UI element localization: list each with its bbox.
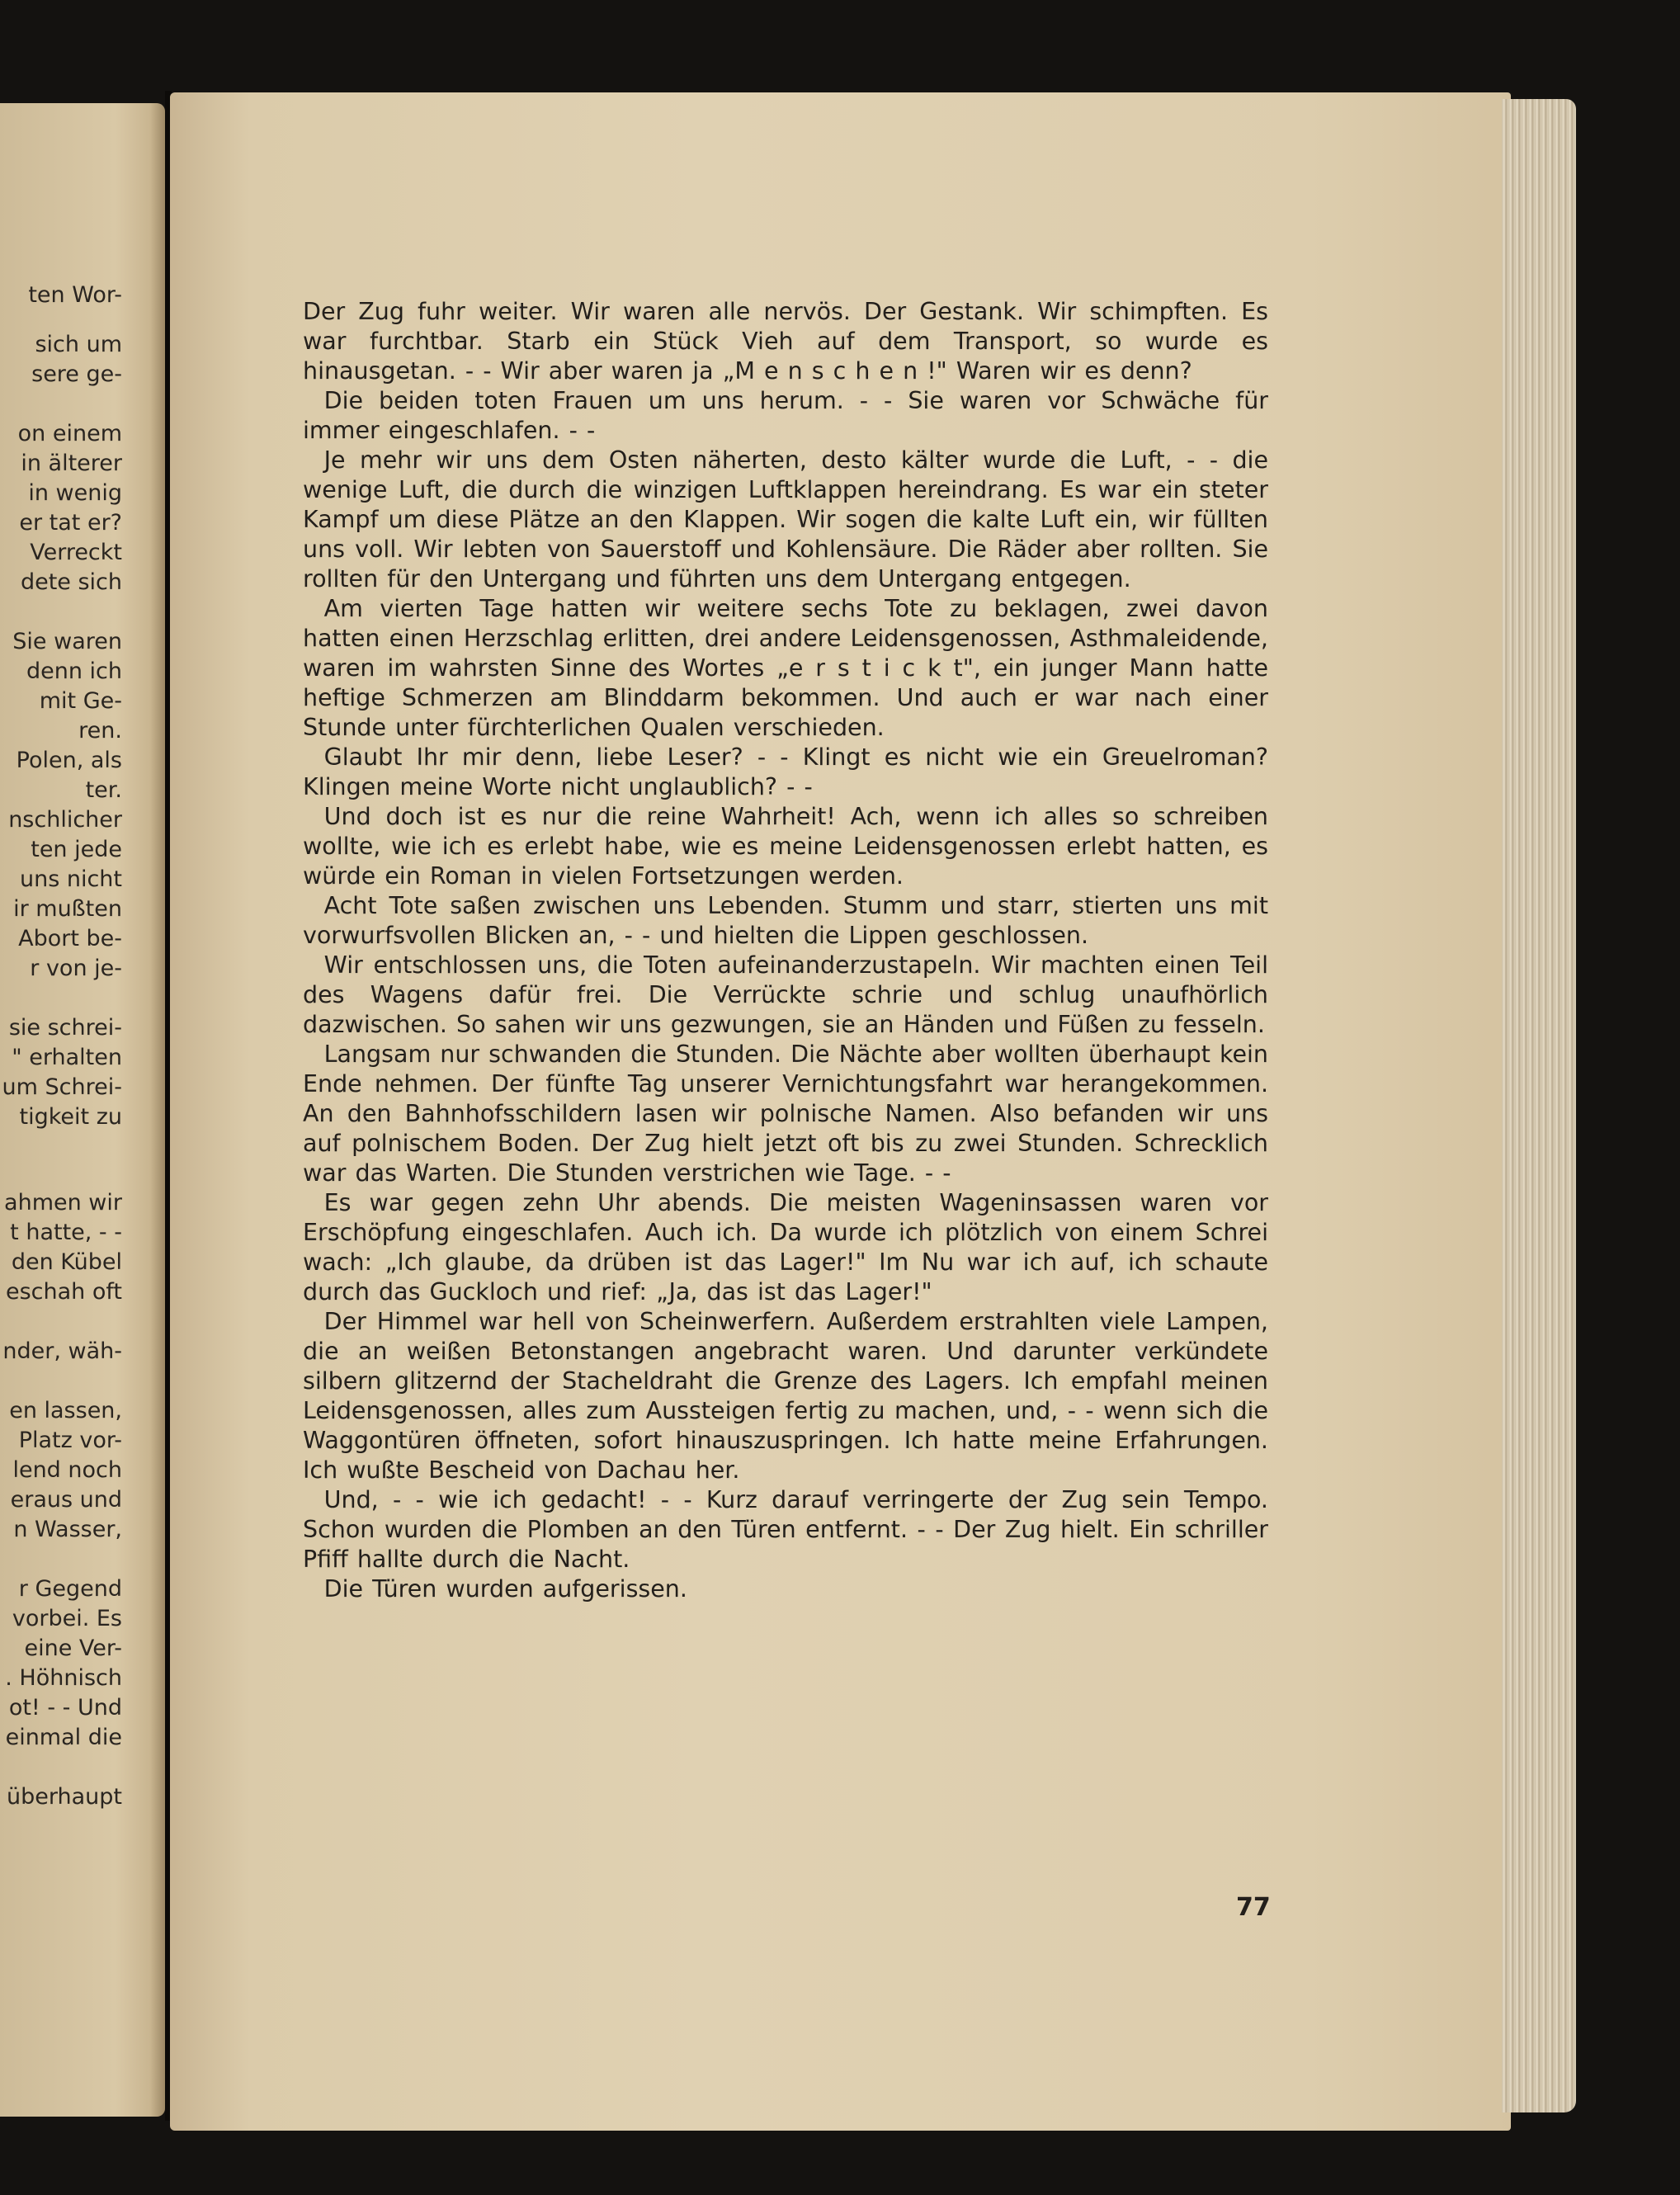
- paragraph: Es war gegen zehn Uhr abends. Die meisten Wageninsassen waren vor Erschöpfung eingeschlafen. Auch ich. Da wurde ich plötzlich von einem Schrei wach: „Ich glaube, da drüben ist das Lager!" Im Nu war ich auf, ich schaute durch das Guckloch und rief: „Ja, das ist das Lager!": [303, 1189, 1268, 1305]
- left-page-line: überhaupt: [7, 1784, 122, 1810]
- left-page-line: ot! - - Und: [8, 1695, 122, 1721]
- paragraph: Acht Tote saßen zwischen uns Lebenden. Stumm und starr, stierten uns mit vorwurfsvollen Blicken an, - - und hielten die Lippen geschlossen.: [303, 892, 1268, 949]
- left-page-line: on einem: [17, 421, 122, 446]
- left-page-line: mit Ge-: [39, 688, 122, 714]
- left-page-line: in älterer: [21, 451, 122, 476]
- paragraph: Wir entschlossen uns, die Toten aufeinanderzustapeln. Wir machten einen Teil des Wagens dafür frei. Die Verrückte schrie und schlug unaufhörlich dazwischen. So sahen wir uns gezwungen, sie an Händen und Füßen zu fesseln.: [303, 951, 1268, 1038]
- left-page-line: " erhalten: [12, 1045, 122, 1070]
- body-text: [303, 297, 1268, 1604]
- left-page-line: nschlicher: [8, 807, 122, 833]
- left-page-line: ahmen wir: [4, 1190, 122, 1216]
- left-page-line: in wenig: [28, 480, 122, 506]
- left-page-line: sie schrei-: [8, 1015, 122, 1041]
- page-edges: [1502, 99, 1576, 2112]
- paragraph: Die beiden toten Frauen um uns herum. - - Sie waren vor Schwäche für immer eingeschlafen. - -: [303, 387, 1268, 444]
- left-page-line: . Höhnisch: [5, 1665, 122, 1691]
- left-page-line: eschah oft: [5, 1279, 122, 1305]
- left-page-line: r von je-: [30, 956, 122, 981]
- left-page-line: Abort be-: [18, 926, 122, 951]
- left-page-line: er tat er?: [19, 510, 122, 536]
- left-page-line: tigkeit zu: [19, 1104, 122, 1130]
- left-page-line: en lassen,: [9, 1398, 122, 1423]
- left-page-line: t hatte, - -: [10, 1220, 122, 1245]
- left-page-line: lend noch: [12, 1457, 122, 1483]
- left-page-line: ten jede: [31, 837, 122, 862]
- left-page-line: ten Wor-: [28, 282, 122, 308]
- paragraph: Und doch ist es nur die reine Wahrheit! Ach, wenn ich alles so schreiben wollte, wie ich es erlebt habe, wie es meine Leidensgenossen erlebt hatten, es würde ein Roman in vielen Fortsetzungen werden.: [303, 803, 1268, 890]
- left-page-line: sich um: [35, 332, 122, 357]
- left-page-line: n Wasser,: [13, 1517, 122, 1542]
- paragraph: Die Türen wurden aufgerissen.: [323, 1575, 687, 1603]
- left-page-line: Sie waren: [12, 629, 122, 654]
- left-page-line: dete sich: [20, 569, 122, 595]
- paragraph: Der Himmel war hell von Scheinwerfern. Außerdem erstrahlten viele Lampen, die an weißen Betonstangen angebracht waren. Und darunter verkündete silbern glitzernd der Stacheldraht die Grenze des Lagers. Ich empfahl meinen Leidensgenossen, alles zum Aussteigen fertig zu machen, und, - - wenn sich die Waggontüren öffneten, sofort hinauszuspringen. Ich hatte meine Erfahrungen. Ich wußte Bescheid von Dachau her.: [303, 1308, 1268, 1484]
- left-page-line: ter.: [85, 777, 122, 803]
- paragraph: Je mehr wir uns dem Osten näherten, desto kälter wurde die Luft, - - die wenige Luft, die durch die winzigen Luftklappen hereindrang. Es war ein steter Kampf um diese Plätze an den Klappen. Wir sogen die kalte Luft ein, wir füllten uns voll. Wir lebten von Sauerstoff und Kohlensäure. Die Räder aber rollten. Sie rollten für den Untergang und führten uns dem Untergang entgegen.: [303, 446, 1268, 592]
- paragraph: Der Zug fuhr weiter. Wir waren alle nervös. Der Gestank. Wir schimpften. Es war furchtbar. Starb ein Stück Vieh auf dem Transport, so wurde es hinausgetan. - - Wir aber waren ja „M e n s c h e n !" Waren wir es denn?: [303, 298, 1268, 385]
- left-page-line: denn ich: [26, 658, 122, 684]
- left-page-line: Polen, als: [16, 748, 122, 773]
- left-page-line: uns nicht: [19, 866, 122, 892]
- left-page-line: r Gegend: [18, 1576, 122, 1602]
- left-page-line: ren.: [78, 718, 122, 743]
- left-page-line: eraus und: [10, 1487, 122, 1513]
- left-page-line: einmal die: [5, 1725, 122, 1750]
- left-page-line: eine Ver-: [24, 1636, 122, 1661]
- left-page-line: sere ge-: [31, 361, 122, 387]
- page-number: 77: [1236, 1893, 1271, 1922]
- left-page-line: Verreckt: [30, 540, 122, 565]
- left-page-line: um Schrei-: [2, 1074, 122, 1100]
- paragraph: Am vierten Tage hatten wir weitere sechs Tote zu beklagen, zwei davon hatten einen Herzschlag erlitten, drei andere Leidensgenossen, Asthmaleidende, waren im wahrsten Sinne des Wortes „e r s t i c k t", ein junger Mann hatte heftige Schmerzen am Blinddarm bekommen. Und auch er war nach einer Stunde unter fürchterlichen Qualen verschieden.: [303, 595, 1268, 741]
- left-page-line: vorbei. Es: [12, 1606, 122, 1631]
- left-page: [0, 103, 165, 2117]
- left-page-line: Platz vor-: [18, 1428, 122, 1453]
- left-page-line: ir mußten: [13, 896, 122, 922]
- paragraph: Langsam nur schwanden die Stunden. Die Nächte aber wollten überhaupt kein Ende nehmen. Der fünfte Tag unserer Vernichtungsfahrt war herangekommen. An den Bahnhofsschildern lasen wir polnische Namen. Also befanden wir uns auf polnischem Boden. Der Zug hielt jetzt oft bis zu zwei Stunden. Schrecklich war das Warten. Die Stunden verstrichen wie Tage. - -: [303, 1041, 1268, 1187]
- left-page-line: nder, wäh-: [2, 1338, 122, 1364]
- paragraph: Glaubt Ihr mir denn, liebe Leser? - - Klingt es nicht wie ein Greuelroman? Klingen meine Worte nicht unglaublich? - -: [303, 743, 1268, 800]
- paragraph: Und, - - wie ich gedacht! - - Kurz darauf verringerte der Zug sein Tempo. Schon wurden die Plomben an den Türen entfernt. - - Der Zug hielt. Ein schriller Pfiff hallte durch die Nacht.: [303, 1486, 1268, 1573]
- left-page-line: den Kübel: [11, 1249, 122, 1275]
